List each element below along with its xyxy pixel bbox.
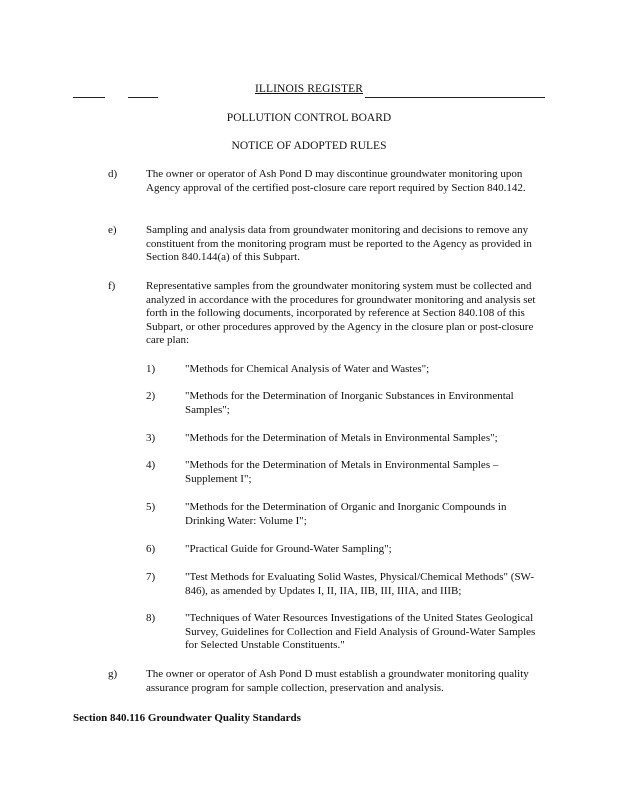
- paragraph-label-e: e): [108, 224, 117, 236]
- paragraph-f: Representative samples from the groundwater monitoring system must be collected and analyzed in accordance with the procedures for groundwater monitoring and analysis set forth in the following documents, incorporated by reference at Section 840.108 of this Subpart, or other procedures approved by the Agency in the closure plan or post-closure care plan:: [146, 280, 536, 347]
- doc-label-5: 5): [146, 501, 156, 513]
- board-title: POLLUTION CONTROL BOARD: [226, 112, 392, 124]
- header-rule-left: [73, 97, 105, 98]
- doc-label-8: 8): [146, 612, 156, 624]
- header-rule-right: [365, 97, 545, 98]
- notice-title: NOTICE OF ADOPTED RULES: [231, 140, 387, 152]
- doc-item-7: "Test Methods for Evaluating Solid Wastes, Physical/Chemical Methods" (SW-846), as amended by Updates I, II, IIA, IIB, III, IIIA, and IIIB;: [185, 571, 534, 597]
- paragraph-e: Sampling and analysis data from groundwater monitoring and decisions to remove any constituent from the monitoring program must be reported to the Agency as provided in Section 840.144(a) of this Subpart.: [146, 224, 532, 264]
- doc-item-2: "Methods for the Determination of Inorganic Substances in Environmental Samples";: [185, 390, 514, 416]
- doc-label-6: 6): [146, 543, 156, 555]
- paragraph-label-d: d): [108, 168, 118, 180]
- paragraph-label-f: f): [108, 280, 116, 292]
- doc-label-1: 1): [146, 363, 156, 375]
- header-rule-mid: [128, 97, 158, 98]
- paragraph-label-g: g): [108, 668, 118, 680]
- doc-label-4: 4): [146, 459, 156, 471]
- section-heading: Section 840.116 Groundwater Quality Standards: [73, 712, 301, 724]
- paragraph-d: The owner or operator of Ash Pond D may discontinue groundwater monitoring upon Agency approval of the certified post-closure care report required by Section 840.142.: [146, 168, 526, 194]
- doc-item-4: "Methods for the Determination of Metals in Environmental Samples – Supplement I";: [185, 459, 499, 485]
- doc-item-1: "Methods for Chemical Analysis of Water and Wastes";: [185, 363, 430, 375]
- doc-item-6: "Practical Guide for Ground-Water Sampling";: [185, 543, 392, 555]
- paragraph-g: The owner or operator of Ash Pond D must establish a groundwater monitoring quality assurance program for sample collection, preservation and analysis.: [146, 668, 529, 694]
- doc-label-2: 2): [146, 390, 156, 402]
- doc-item-8: "Techniques of Water Resources Investigations of the United States Geological Survey, Guidelines for Collection and Field Analysis of Ground-Water Samples for Selected Unstable Constituents.": [185, 612, 536, 652]
- doc-label-3: 3): [146, 432, 156, 444]
- doc-item-5: "Methods for the Determination of Organic and Inorganic Compounds in Drinking Water: Volume I";: [185, 501, 507, 527]
- doc-item-3: "Methods for the Determination of Metals in Environmental Samples";: [185, 432, 498, 444]
- doc-label-7: 7): [146, 571, 156, 583]
- register-title: ILLINOIS REGISTER: [254, 83, 364, 95]
